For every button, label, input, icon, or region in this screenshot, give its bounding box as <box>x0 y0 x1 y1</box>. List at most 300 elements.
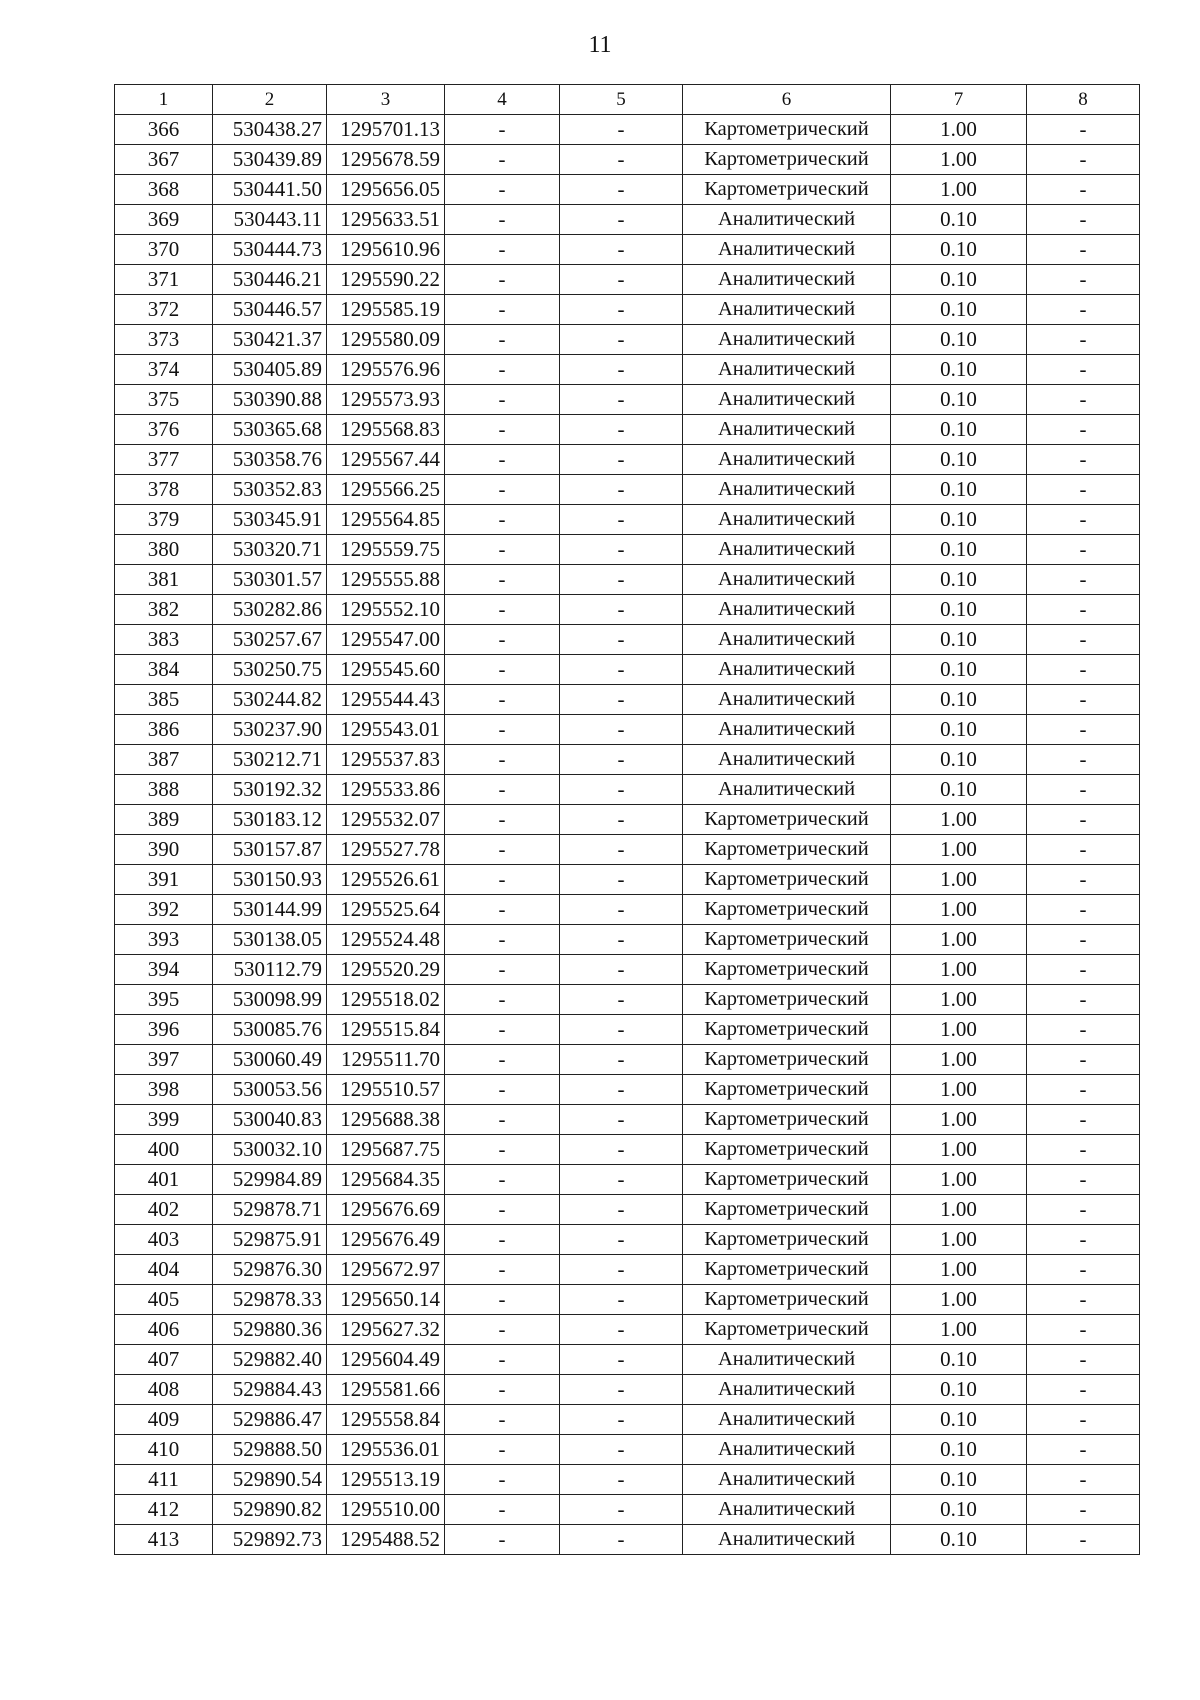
col4-cell: - <box>445 835 560 865</box>
table-row <box>115 865 1140 895</box>
col4-cell: - <box>445 1345 560 1375</box>
table-row <box>115 595 1140 625</box>
method-cell: Аналитический <box>683 385 891 415</box>
point-number-cell: 368 <box>115 175 213 205</box>
table-row <box>115 685 1140 715</box>
method-cell: Аналитический <box>683 1465 891 1495</box>
col8-cell: - <box>1027 1315 1140 1345</box>
col8-cell: - <box>1027 685 1140 715</box>
point-number-cell: 387 <box>115 745 213 775</box>
method-cell: Картометрический <box>683 865 891 895</box>
point-number-cell: 369 <box>115 205 213 235</box>
col5-cell: - <box>560 1195 683 1225</box>
accuracy-cell: 0.10 <box>891 685 1027 715</box>
x-coordinate-cell: 530282.86 <box>213 595 327 625</box>
col8-cell: - <box>1027 1105 1140 1135</box>
accuracy-cell: 0.10 <box>891 1435 1027 1465</box>
method-cell: Картометрический <box>683 1255 891 1285</box>
col5-cell: - <box>560 1405 683 1435</box>
col5-cell: - <box>560 655 683 685</box>
col4-cell: - <box>445 1105 560 1135</box>
column-header: 7 <box>891 85 1027 115</box>
table-row <box>115 265 1140 295</box>
col8-cell: - <box>1027 775 1140 805</box>
method-cell: Аналитический <box>683 295 891 325</box>
method-cell: Аналитический <box>683 265 891 295</box>
col8-cell: - <box>1027 1525 1140 1555</box>
x-coordinate-cell: 530032.10 <box>213 1135 327 1165</box>
col4-cell: - <box>445 1045 560 1075</box>
col5-cell: - <box>560 235 683 265</box>
y-coordinate-cell: 1295650.14 <box>327 1285 445 1315</box>
point-number-cell: 402 <box>115 1195 213 1225</box>
y-coordinate-cell: 1295555.88 <box>327 565 445 595</box>
table-row <box>115 925 1140 955</box>
accuracy-cell: 0.10 <box>891 1375 1027 1405</box>
col8-cell: - <box>1027 385 1140 415</box>
col4-cell: - <box>445 685 560 715</box>
col8-cell: - <box>1027 1495 1140 1525</box>
accuracy-cell: 0.10 <box>891 655 1027 685</box>
point-number-cell: 373 <box>115 325 213 355</box>
col8-cell: - <box>1027 1465 1140 1495</box>
col5-cell: - <box>560 505 683 535</box>
y-coordinate-cell: 1295585.19 <box>327 295 445 325</box>
x-coordinate-cell: 529875.91 <box>213 1225 327 1255</box>
x-coordinate-cell: 529878.33 <box>213 1285 327 1315</box>
method-cell: Аналитический <box>683 595 891 625</box>
point-number-cell: 393 <box>115 925 213 955</box>
point-number-cell: 406 <box>115 1315 213 1345</box>
x-coordinate-cell: 530257.67 <box>213 625 327 655</box>
col8-cell: - <box>1027 955 1140 985</box>
x-coordinate-cell: 530112.79 <box>213 955 327 985</box>
col5-cell: - <box>560 1465 683 1495</box>
y-coordinate-cell: 1295656.05 <box>327 175 445 205</box>
col8-cell: - <box>1027 235 1140 265</box>
col4-cell: - <box>445 1435 560 1465</box>
table-row <box>115 655 1140 685</box>
col8-cell: - <box>1027 895 1140 925</box>
table-row <box>115 1075 1140 1105</box>
col5-cell: - <box>560 445 683 475</box>
point-number-cell: 396 <box>115 1015 213 1045</box>
accuracy-cell: 0.10 <box>891 1465 1027 1495</box>
col8-cell: - <box>1027 1285 1140 1315</box>
method-cell: Аналитический <box>683 205 891 235</box>
col8-cell: - <box>1027 355 1140 385</box>
point-number-cell: 374 <box>115 355 213 385</box>
y-coordinate-cell: 1295510.00 <box>327 1495 445 1525</box>
col5-cell: - <box>560 1375 683 1405</box>
accuracy-cell: 1.00 <box>891 145 1027 175</box>
col5-cell: - <box>560 415 683 445</box>
y-coordinate-cell: 1295576.96 <box>327 355 445 385</box>
table-row <box>115 205 1140 235</box>
point-number-cell: 410 <box>115 1435 213 1465</box>
x-coordinate-cell: 530098.99 <box>213 985 327 1015</box>
point-number-cell: 409 <box>115 1405 213 1435</box>
accuracy-cell: 0.10 <box>891 1525 1027 1555</box>
point-number-cell: 376 <box>115 415 213 445</box>
col4-cell: - <box>445 595 560 625</box>
x-coordinate-cell: 529882.40 <box>213 1345 327 1375</box>
method-cell: Аналитический <box>683 535 891 565</box>
col4-cell: - <box>445 985 560 1015</box>
col4-cell: - <box>445 1135 560 1165</box>
method-cell: Картометрический <box>683 1315 891 1345</box>
col4-cell: - <box>445 145 560 175</box>
accuracy-cell: 1.00 <box>891 1105 1027 1135</box>
x-coordinate-cell: 529878.71 <box>213 1195 327 1225</box>
col5-cell: - <box>560 1045 683 1075</box>
accuracy-cell: 0.10 <box>891 235 1027 265</box>
table-row <box>115 745 1140 775</box>
method-cell: Картометрический <box>683 1075 891 1105</box>
col8-cell: - <box>1027 805 1140 835</box>
x-coordinate-cell: 530040.83 <box>213 1105 327 1135</box>
col8-cell: - <box>1027 295 1140 325</box>
col8-cell: - <box>1027 145 1140 175</box>
method-cell: Аналитический <box>683 325 891 355</box>
page-number: 11 <box>588 32 612 58</box>
y-coordinate-cell: 1295627.32 <box>327 1315 445 1345</box>
col5-cell: - <box>560 595 683 625</box>
coordinates-table <box>114 84 1140 1555</box>
accuracy-cell: 1.00 <box>891 985 1027 1015</box>
col8-cell: - <box>1027 1405 1140 1435</box>
y-coordinate-cell: 1295676.69 <box>327 1195 445 1225</box>
y-coordinate-cell: 1295590.22 <box>327 265 445 295</box>
y-coordinate-cell: 1295672.97 <box>327 1255 445 1285</box>
method-cell: Картометрический <box>683 1045 891 1075</box>
table-row <box>115 1345 1140 1375</box>
col4-cell: - <box>445 1315 560 1345</box>
accuracy-cell: 1.00 <box>891 1015 1027 1045</box>
accuracy-cell: 1.00 <box>891 805 1027 835</box>
table-row <box>115 1285 1140 1315</box>
col5-cell: - <box>560 1075 683 1105</box>
col8-cell: - <box>1027 745 1140 775</box>
method-cell: Картометрический <box>683 985 891 1015</box>
x-coordinate-cell: 530390.88 <box>213 385 327 415</box>
method-cell: Аналитический <box>683 235 891 265</box>
method-cell: Картометрический <box>683 1195 891 1225</box>
col5-cell: - <box>560 1495 683 1525</box>
method-cell: Аналитический <box>683 445 891 475</box>
column-header: 5 <box>560 85 683 115</box>
table-row <box>115 835 1140 865</box>
table-row <box>115 1495 1140 1525</box>
table-row <box>115 1165 1140 1195</box>
accuracy-cell: 1.00 <box>891 925 1027 955</box>
accuracy-cell: 1.00 <box>891 1165 1027 1195</box>
col8-cell: - <box>1027 1195 1140 1225</box>
y-coordinate-cell: 1295610.96 <box>327 235 445 265</box>
x-coordinate-cell: 530138.05 <box>213 925 327 955</box>
method-cell: Аналитический <box>683 1525 891 1555</box>
col5-cell: - <box>560 1435 683 1465</box>
col5-cell: - <box>560 1015 683 1045</box>
y-coordinate-cell: 1295511.70 <box>327 1045 445 1075</box>
col5-cell: - <box>560 895 683 925</box>
column-header: 2 <box>213 85 327 115</box>
col4-cell: - <box>445 115 560 145</box>
x-coordinate-cell: 530358.76 <box>213 445 327 475</box>
col5-cell: - <box>560 985 683 1015</box>
col8-cell: - <box>1027 415 1140 445</box>
col5-cell: - <box>560 565 683 595</box>
point-number-cell: 403 <box>115 1225 213 1255</box>
method-cell: Аналитический <box>683 565 891 595</box>
col5-cell: - <box>560 715 683 745</box>
col4-cell: - <box>445 1225 560 1255</box>
method-cell: Аналитический <box>683 1345 891 1375</box>
table-header-row <box>115 85 1140 115</box>
col4-cell: - <box>445 235 560 265</box>
col4-cell: - <box>445 475 560 505</box>
point-number-cell: 407 <box>115 1345 213 1375</box>
method-cell: Аналитический <box>683 505 891 535</box>
y-coordinate-cell: 1295518.02 <box>327 985 445 1015</box>
x-coordinate-cell: 530183.12 <box>213 805 327 835</box>
col8-cell: - <box>1027 505 1140 535</box>
accuracy-cell: 0.10 <box>891 535 1027 565</box>
x-coordinate-cell: 529880.36 <box>213 1315 327 1345</box>
accuracy-cell: 0.10 <box>891 775 1027 805</box>
x-coordinate-cell: 529890.54 <box>213 1465 327 1495</box>
accuracy-cell: 0.10 <box>891 1405 1027 1435</box>
accuracy-cell: 0.10 <box>891 355 1027 385</box>
col4-cell: - <box>445 565 560 595</box>
col5-cell: - <box>560 745 683 775</box>
method-cell: Картометрический <box>683 1165 891 1195</box>
table-row <box>115 1045 1140 1075</box>
point-number-cell: 400 <box>115 1135 213 1165</box>
col8-cell: - <box>1027 985 1140 1015</box>
method-cell: Картометрический <box>683 805 891 835</box>
method-cell: Картометрический <box>683 1015 891 1045</box>
table-row <box>115 1405 1140 1435</box>
accuracy-cell: 1.00 <box>891 1195 1027 1225</box>
col5-cell: - <box>560 775 683 805</box>
y-coordinate-cell: 1295524.48 <box>327 925 445 955</box>
point-number-cell: 371 <box>115 265 213 295</box>
col5-cell: - <box>560 325 683 355</box>
method-cell: Картометрический <box>683 835 891 865</box>
col4-cell: - <box>445 805 560 835</box>
x-coordinate-cell: 530446.57 <box>213 295 327 325</box>
col5-cell: - <box>560 295 683 325</box>
method-cell: Картометрический <box>683 1285 891 1315</box>
col8-cell: - <box>1027 1225 1140 1255</box>
y-coordinate-cell: 1295547.00 <box>327 625 445 655</box>
method-cell: Картометрический <box>683 925 891 955</box>
x-coordinate-cell: 529888.50 <box>213 1435 327 1465</box>
y-coordinate-cell: 1295526.61 <box>327 865 445 895</box>
column-header: 4 <box>445 85 560 115</box>
table-row <box>115 1375 1140 1405</box>
point-number-cell: 378 <box>115 475 213 505</box>
point-number-cell: 383 <box>115 625 213 655</box>
col8-cell: - <box>1027 175 1140 205</box>
method-cell: Картометрический <box>683 955 891 985</box>
point-number-cell: 388 <box>115 775 213 805</box>
col8-cell: - <box>1027 475 1140 505</box>
method-cell: Аналитический <box>683 1435 891 1465</box>
accuracy-cell: 1.00 <box>891 1045 1027 1075</box>
col5-cell: - <box>560 1135 683 1165</box>
col5-cell: - <box>560 1285 683 1315</box>
col4-cell: - <box>445 325 560 355</box>
x-coordinate-cell: 530439.89 <box>213 145 327 175</box>
table-row <box>115 535 1140 565</box>
col5-cell: - <box>560 1165 683 1195</box>
x-coordinate-cell: 530212.71 <box>213 745 327 775</box>
col5-cell: - <box>560 1345 683 1375</box>
method-cell: Аналитический <box>683 775 891 805</box>
col5-cell: - <box>560 265 683 295</box>
point-number-cell: 384 <box>115 655 213 685</box>
col5-cell: - <box>560 835 683 865</box>
table-row <box>115 775 1140 805</box>
col5-cell: - <box>560 1255 683 1285</box>
y-coordinate-cell: 1295580.09 <box>327 325 445 355</box>
y-coordinate-cell: 1295510.57 <box>327 1075 445 1105</box>
col4-cell: - <box>445 1525 560 1555</box>
point-number-cell: 377 <box>115 445 213 475</box>
col5-cell: - <box>560 535 683 565</box>
col4-cell: - <box>445 175 560 205</box>
method-cell: Аналитический <box>683 655 891 685</box>
col4-cell: - <box>445 1165 560 1195</box>
x-coordinate-cell: 530443.11 <box>213 205 327 235</box>
method-cell: Аналитический <box>683 355 891 385</box>
table-row <box>115 415 1140 445</box>
y-coordinate-cell: 1295688.38 <box>327 1105 445 1135</box>
accuracy-cell: 0.10 <box>891 505 1027 535</box>
col4-cell: - <box>445 265 560 295</box>
x-coordinate-cell: 530405.89 <box>213 355 327 385</box>
point-number-cell: 392 <box>115 895 213 925</box>
point-number-cell: 367 <box>115 145 213 175</box>
col8-cell: - <box>1027 1045 1140 1075</box>
table-row <box>115 715 1140 745</box>
table-row <box>115 1135 1140 1165</box>
accuracy-cell: 0.10 <box>891 745 1027 775</box>
col4-cell: - <box>445 895 560 925</box>
col5-cell: - <box>560 205 683 235</box>
y-coordinate-cell: 1295604.49 <box>327 1345 445 1375</box>
y-coordinate-cell: 1295684.35 <box>327 1165 445 1195</box>
y-coordinate-cell: 1295581.66 <box>327 1375 445 1405</box>
accuracy-cell: 0.10 <box>891 295 1027 325</box>
col4-cell: - <box>445 655 560 685</box>
col5-cell: - <box>560 475 683 505</box>
col8-cell: - <box>1027 205 1140 235</box>
col4-cell: - <box>445 1495 560 1525</box>
y-coordinate-cell: 1295567.44 <box>327 445 445 475</box>
col5-cell: - <box>560 865 683 895</box>
col4-cell: - <box>445 385 560 415</box>
col5-cell: - <box>560 175 683 205</box>
y-coordinate-cell: 1295559.75 <box>327 535 445 565</box>
col4-cell: - <box>445 355 560 385</box>
table-row <box>115 1195 1140 1225</box>
col4-cell: - <box>445 295 560 325</box>
table-row <box>115 235 1140 265</box>
point-number-cell: 366 <box>115 115 213 145</box>
accuracy-cell: 1.00 <box>891 1255 1027 1285</box>
method-cell: Аналитический <box>683 745 891 775</box>
col8-cell: - <box>1027 325 1140 355</box>
x-coordinate-cell: 529892.73 <box>213 1525 327 1555</box>
col4-cell: - <box>445 535 560 565</box>
accuracy-cell: 0.10 <box>891 265 1027 295</box>
point-number-cell: 399 <box>115 1105 213 1135</box>
x-coordinate-cell: 530446.21 <box>213 265 327 295</box>
method-cell: Картометрический <box>683 1105 891 1135</box>
accuracy-cell: 0.10 <box>891 1495 1027 1525</box>
col4-cell: - <box>445 715 560 745</box>
point-number-cell: 372 <box>115 295 213 325</box>
y-coordinate-cell: 1295678.59 <box>327 145 445 175</box>
table-row <box>115 445 1140 475</box>
point-number-cell: 395 <box>115 985 213 1015</box>
table-body <box>115 115 1140 1555</box>
col8-cell: - <box>1027 1165 1140 1195</box>
y-coordinate-cell: 1295525.64 <box>327 895 445 925</box>
col8-cell: - <box>1027 1375 1140 1405</box>
col4-cell: - <box>445 745 560 775</box>
point-number-cell: 413 <box>115 1525 213 1555</box>
accuracy-cell: 1.00 <box>891 1315 1027 1345</box>
col8-cell: - <box>1027 595 1140 625</box>
point-number-cell: 375 <box>115 385 213 415</box>
point-number-cell: 411 <box>115 1465 213 1495</box>
col5-cell: - <box>560 925 683 955</box>
col8-cell: - <box>1027 1135 1140 1165</box>
table-row <box>115 625 1140 655</box>
y-coordinate-cell: 1295543.01 <box>327 715 445 745</box>
accuracy-cell: 0.10 <box>891 595 1027 625</box>
method-cell: Картометрический <box>683 1225 891 1255</box>
x-coordinate-cell: 530352.83 <box>213 475 327 505</box>
point-number-cell: 391 <box>115 865 213 895</box>
point-number-cell: 390 <box>115 835 213 865</box>
y-coordinate-cell: 1295537.83 <box>327 745 445 775</box>
accuracy-cell: 0.10 <box>891 325 1027 355</box>
accuracy-cell: 1.00 <box>891 115 1027 145</box>
col8-cell: - <box>1027 565 1140 595</box>
accuracy-cell: 0.10 <box>891 205 1027 235</box>
x-coordinate-cell: 530085.76 <box>213 1015 327 1045</box>
column-header: 1 <box>115 85 213 115</box>
col8-cell: - <box>1027 715 1140 745</box>
y-coordinate-cell: 1295520.29 <box>327 955 445 985</box>
column-header: 6 <box>683 85 891 115</box>
y-coordinate-cell: 1295568.83 <box>327 415 445 445</box>
col4-cell: - <box>445 1465 560 1495</box>
x-coordinate-cell: 530150.93 <box>213 865 327 895</box>
col5-cell: - <box>560 1225 683 1255</box>
point-number-cell: 405 <box>115 1285 213 1315</box>
col8-cell: - <box>1027 115 1140 145</box>
x-coordinate-cell: 529984.89 <box>213 1165 327 1195</box>
y-coordinate-cell: 1295564.85 <box>327 505 445 535</box>
y-coordinate-cell: 1295515.84 <box>327 1015 445 1045</box>
col8-cell: - <box>1027 655 1140 685</box>
